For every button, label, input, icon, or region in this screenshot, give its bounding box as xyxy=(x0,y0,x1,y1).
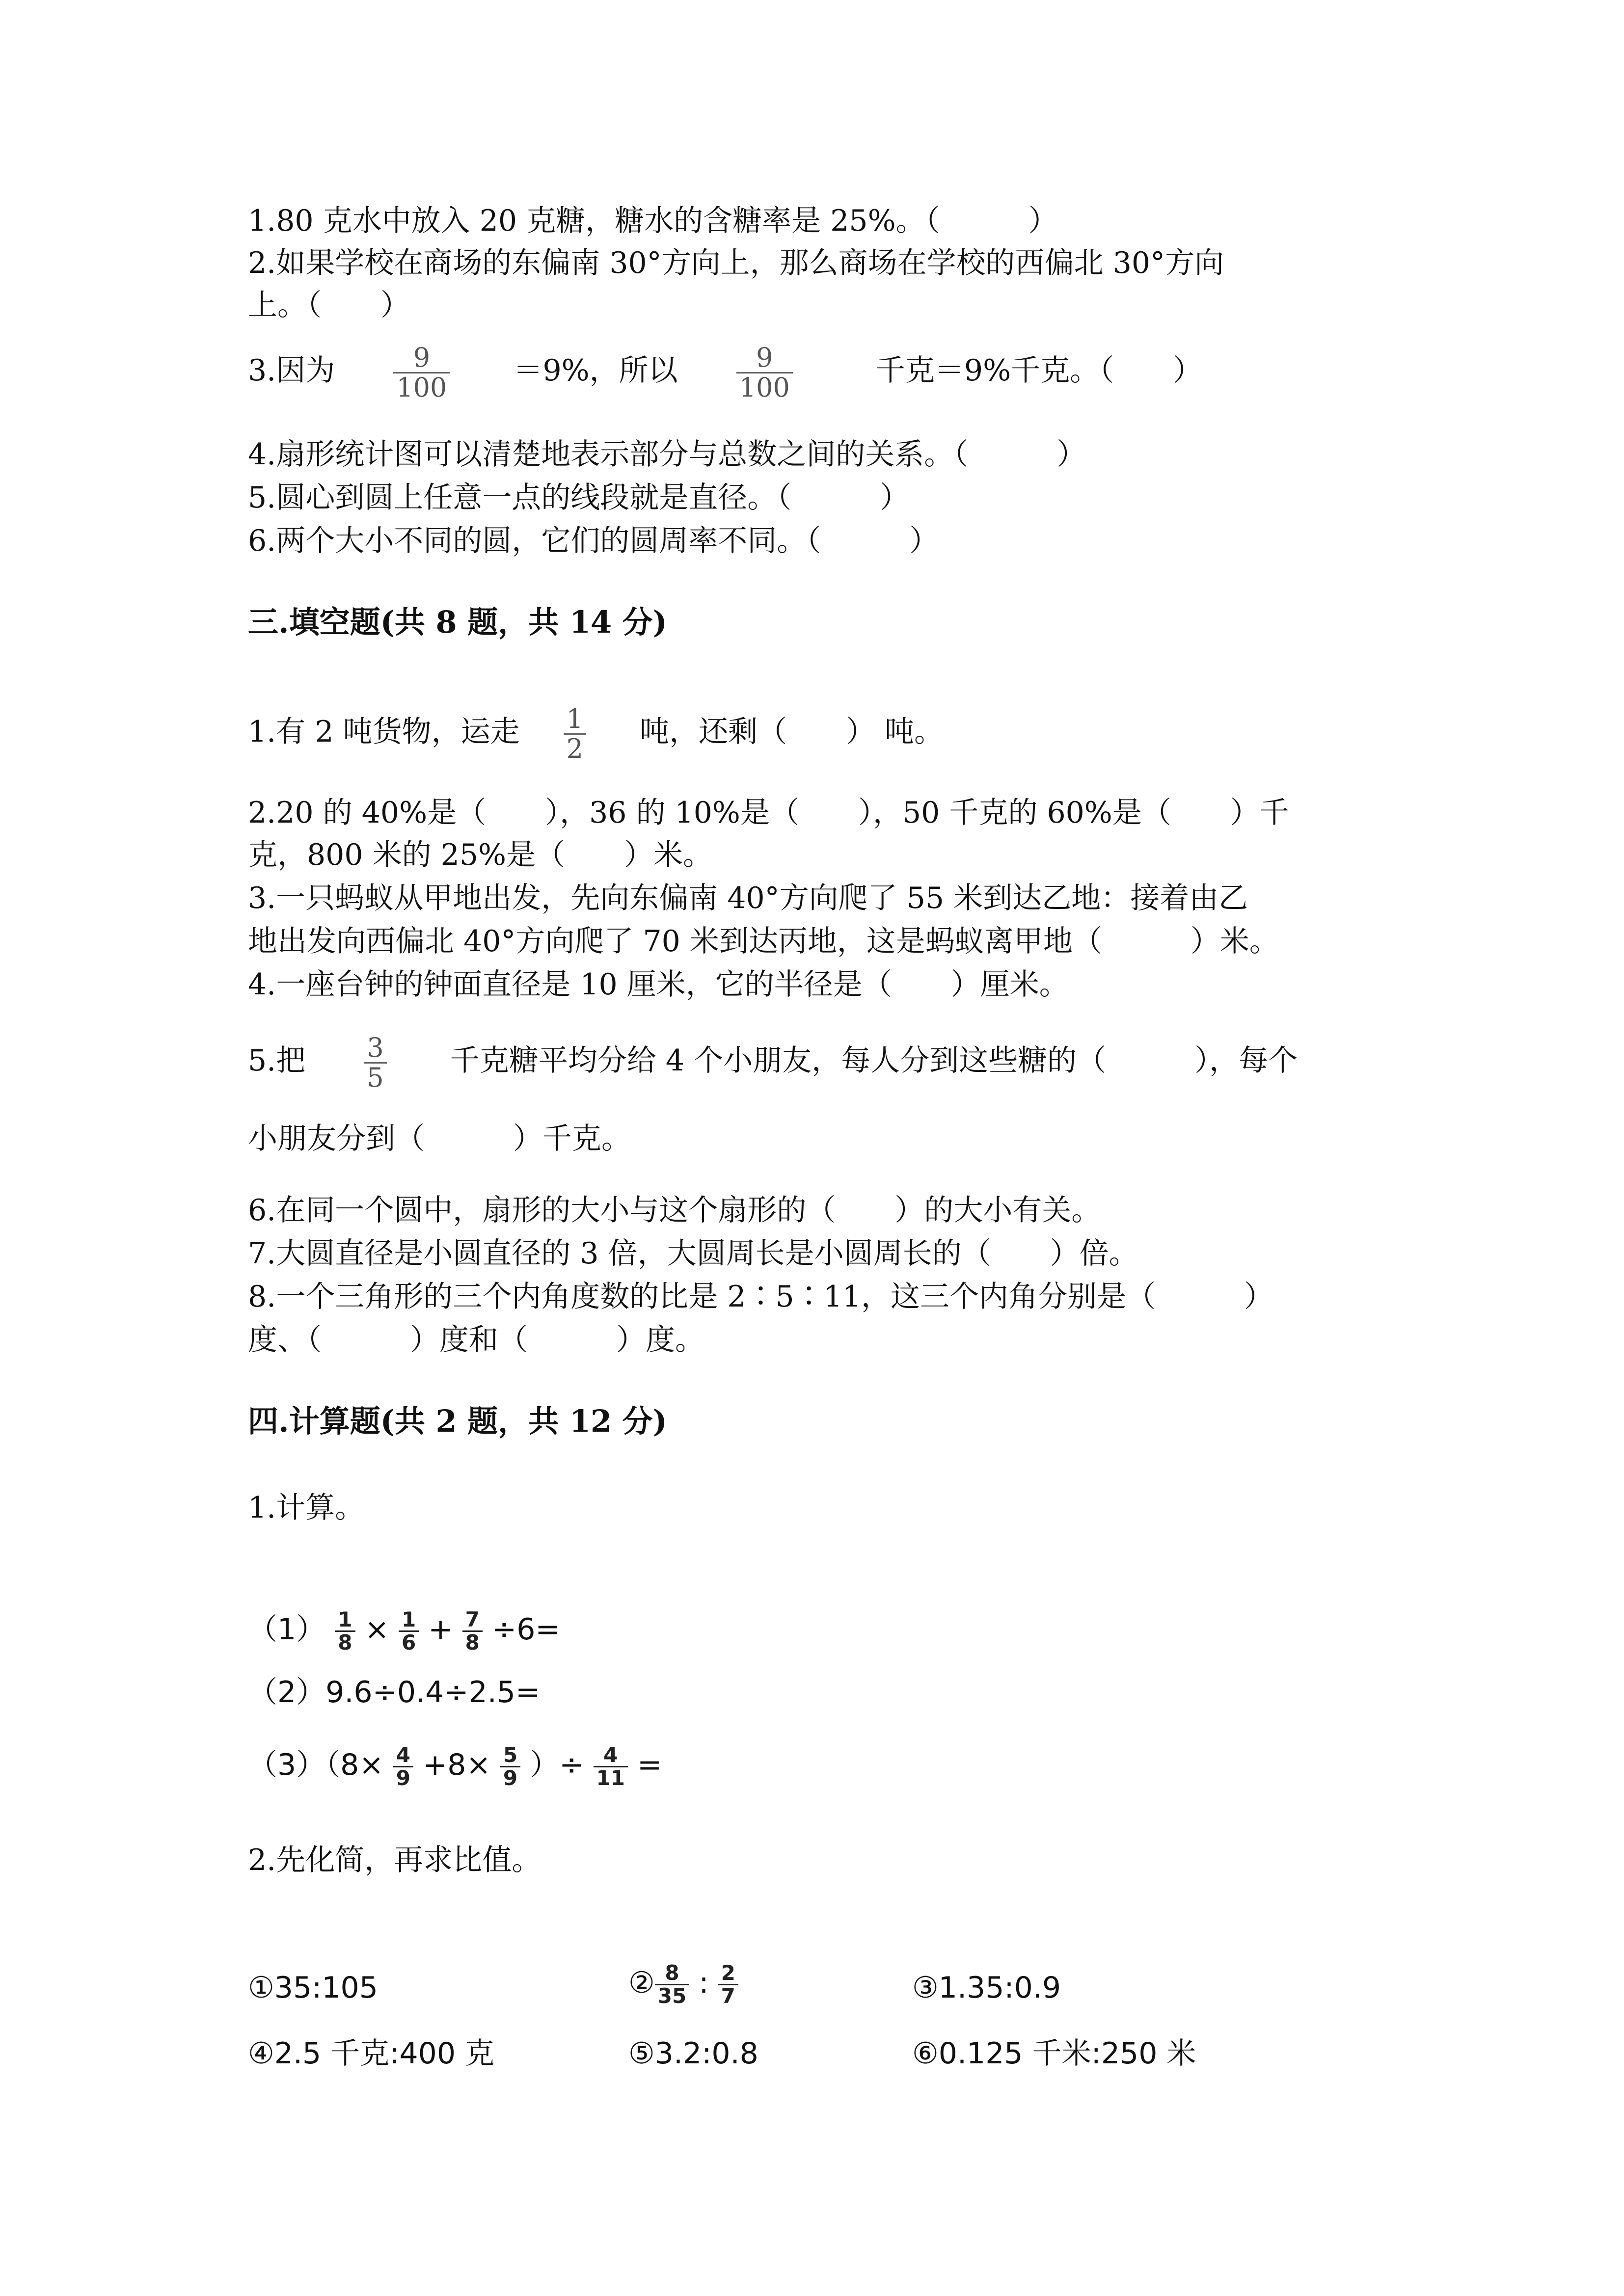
ratio-6: ⑥0.125 千米:250 米 xyxy=(912,2036,1196,2071)
e3-op: ）÷ xyxy=(530,1748,584,1783)
fill-question-8-line-1: 8.一个三角形的三个内角度数的比是 2∶5∶11，这三个内角分别是（ ） xyxy=(248,1280,1274,1314)
judge-question-2-line-2: 上。（ ） xyxy=(248,288,410,322)
calc-question-1: 1.计算。 xyxy=(248,1491,365,1525)
ratio-2 xyxy=(628,1962,738,2007)
fill-question-8-line-2: 度、（ ）度和（ ）度。 xyxy=(248,1323,704,1357)
fill-question-5 xyxy=(248,1034,1298,1092)
judge-question-1: 1.80 克水中放入 20 克糖，糖水的含糖率是 25%。（ ） xyxy=(248,204,1058,238)
q3-fraction-2: $\frac{9}{100}$ xyxy=(736,344,793,402)
fill-question-3-line-1: 3.一只蚂蚁从甲地出发，先向东偏南 40°方向爬了 55 米到达乙地：接着由乙 xyxy=(248,881,1248,915)
calc-expression-2: （2）9.6÷0.4÷2.5= xyxy=(248,1675,541,1709)
judge-question-2-line-1: 2.如果学校在商场的东偏南 30°方向上，那么商场在学校的西偏北 30°方向 xyxy=(248,246,1224,280)
judge-question-3 xyxy=(248,344,1202,402)
e1-fraction-1: $\frac{1}{8}$ xyxy=(335,1609,355,1654)
fill-q1-fraction: $\frac{1}{2}$ xyxy=(564,705,586,763)
e1-label: （1） xyxy=(248,1612,326,1647)
judge-question-5: 5.圆心到圆上任意一点的线段就是直径。（ ） xyxy=(248,481,910,515)
e1-times: × xyxy=(364,1612,389,1647)
fill-q5-suffix: 千克糖平均分给 4 个小朋友，每人分到这些糖的（ ），每个 xyxy=(450,1043,1298,1078)
e1-fraction-3: $\frac{7}{8}$ xyxy=(462,1609,483,1654)
e3-tail: = xyxy=(637,1748,662,1783)
fill-question-5-line-2: 小朋友分到（ ）千克。 xyxy=(248,1121,631,1156)
r2-label: ② xyxy=(628,1966,655,2001)
ratio-1: ①35:105 xyxy=(248,1971,378,2005)
e1-fraction-2: $\frac{1}{6}$ xyxy=(399,1609,419,1654)
ratio-3: ③1.35:0.9 xyxy=(912,1971,1061,2005)
e3-fraction-2: $\frac{5}{9}$ xyxy=(500,1744,520,1789)
ratio-4: ④2.5 千克:400 克 xyxy=(248,2036,495,2071)
fill-question-1 xyxy=(248,705,944,763)
q3-prefix: 3.因为 xyxy=(248,353,335,388)
calc-expression-1 xyxy=(248,1609,560,1654)
e3-label: （3）（8× xyxy=(248,1748,384,1783)
r2-fraction-1: $\frac{8}{35}$ xyxy=(655,1962,689,2007)
fill-question-2-line-1: 2.20 的 40%是（ ），36 的 10%是（ ），50 千克的 60%是（ ）千 xyxy=(248,796,1289,830)
q3-suffix: 千克＝9%千克。（ ） xyxy=(875,353,1203,388)
e3-fraction-1: $\frac{4}{9}$ xyxy=(393,1744,413,1789)
fill-q1-prefix: 1.有 2 吨货物，运走 xyxy=(248,715,520,749)
fill-question-3-line-2: 地出发向西偏北 40°方向爬了 70 米到达丙地，这是蚂蚁离甲地（ ）米。 xyxy=(248,924,1279,959)
fill-q5-fraction: $\frac{3}{5}$ xyxy=(364,1034,386,1092)
fill-q5-prefix: 5.把 xyxy=(248,1043,306,1078)
fill-question-6: 6.在同一个圆中，扇形的大小与这个扇形的（ ）的大小有关。 xyxy=(248,1193,1101,1228)
e1-tail: ÷6= xyxy=(491,1612,560,1647)
fill-q1-suffix: 吨，还剩（ ） 吨。 xyxy=(640,715,944,749)
calc-question-2: 2.先化简，再求比值。 xyxy=(248,1843,541,1877)
calc-section-heading: 四.计算题(共 2 题，共 12 分) xyxy=(248,1403,668,1439)
fill-question-7: 7.大圆直径是小圆直径的 3 倍，大圆周长是小圆周长的（ ）倍。 xyxy=(248,1236,1138,1271)
judge-question-6: 6.两个大小不同的圆，它们的圆周率不同。（ ） xyxy=(248,524,939,558)
e3-mid: +8× xyxy=(423,1748,491,1783)
q3-mid: ＝9%，所以 xyxy=(513,353,678,388)
judge-question-4: 4.扇形统计图可以清楚地表示部分与总数之间的关系。（ ） xyxy=(248,437,1086,472)
r2-colon: : xyxy=(699,1966,709,2001)
fill-question-4: 4.一座台钟的钟面直径是 10 厘米，它的半径是（ ）厘米。 xyxy=(248,967,1069,1002)
q3-fraction-1: $\frac{9}{100}$ xyxy=(393,344,450,402)
ratio-5: ⑤3.2:0.8 xyxy=(628,2036,758,2071)
e3-fraction-3: $\frac{4}{11}$ xyxy=(594,1744,628,1789)
fill-question-2-line-2: 克，800 米的 25%是（ ）米。 xyxy=(248,838,713,872)
e1-plus: + xyxy=(428,1612,453,1647)
calc-expression-3 xyxy=(248,1744,662,1789)
r2-fraction-2: $\frac{2}{7}$ xyxy=(718,1962,738,2007)
fill-section-heading: 三.填空题(共 8 题，共 14 分) xyxy=(248,604,668,640)
